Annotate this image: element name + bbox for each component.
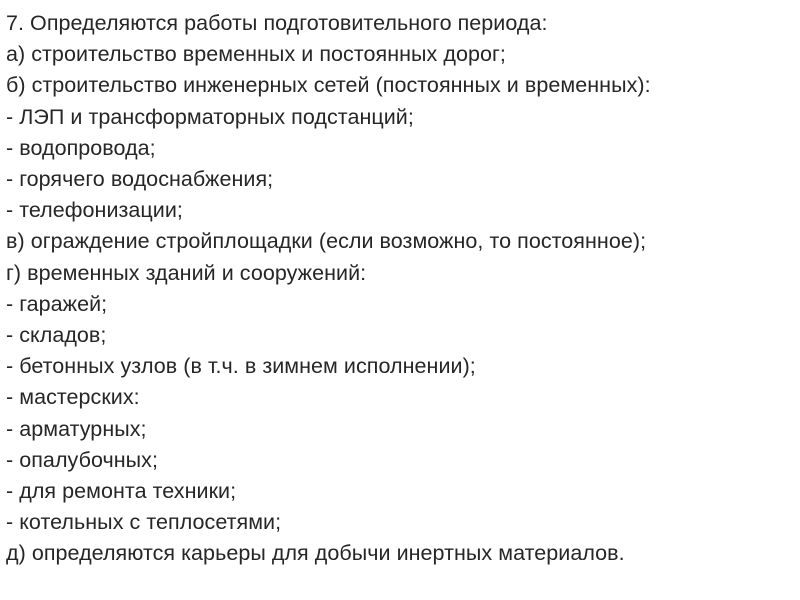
sub-item-power-lines: - ЛЭП и трансформаторных подстанций;	[6, 104, 414, 129]
sub-item-warehouses: - складов;	[6, 323, 107, 348]
list-item-roads: а) строительство временных и постоянных дорог;	[6, 42, 506, 67]
sub-item-boiler-houses: - котельных с теплосетями;	[6, 510, 282, 535]
sub-item-equipment-repair: - для ремонта техники;	[6, 479, 237, 504]
list-item-quarries: д) определяются карьеры для добычи инертных материалов.	[6, 541, 625, 566]
list-item-networks: б) строительство инженерных сетей (постоянных и временных):	[6, 73, 651, 98]
list-item-fencing: в) ограждение стройплощадки (если возможно, то постоянное);	[6, 229, 647, 254]
sub-item-formwork: - опалубочных;	[6, 447, 158, 472]
sub-item-hot-water: - горячего водоснабжения;	[6, 167, 274, 192]
list-item-temporary-buildings: г) временных зданий и сооружений:	[6, 260, 367, 285]
heading-line: 7. Определяются работы подготовительного периода:	[6, 11, 548, 35]
sub-item-rebar: - арматурных;	[6, 416, 147, 441]
sub-item-concrete-plants: - бетонных узлов (в т.ч. в зимнем исполнении);	[6, 354, 476, 379]
text-block	[6, 8, 800, 570]
sub-item-water-supply: - водопровода;	[6, 135, 156, 160]
sub-item-workshops: - мастерских:	[6, 385, 140, 410]
sub-item-garages: - гаражей;	[6, 291, 108, 316]
sub-item-telephony: - телефонизации;	[6, 198, 183, 223]
